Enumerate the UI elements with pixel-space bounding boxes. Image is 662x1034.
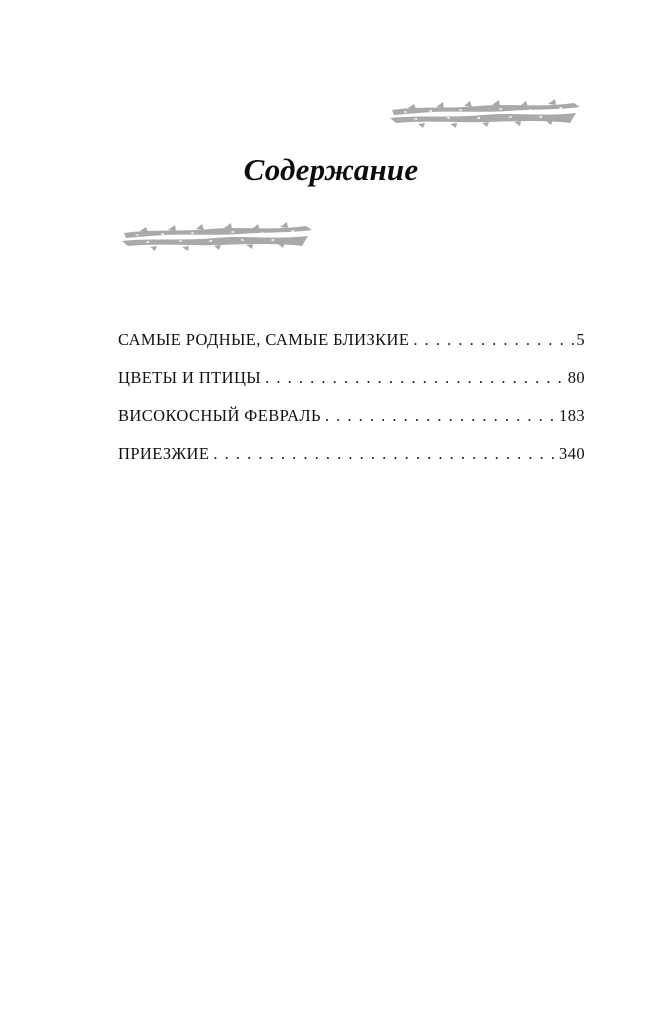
toc-entry-title: САМЫЕ РОДНЫЕ, САМЫЕ БЛИЗКИЕ	[118, 330, 410, 349]
brush-ornament-bottom	[120, 220, 316, 252]
toc-dot-leader	[409, 330, 576, 350]
toc-entry-page: 183	[559, 406, 585, 425]
toc-dot-leader	[261, 368, 568, 388]
table-of-contents	[118, 330, 585, 482]
brush-ornament-top	[388, 97, 584, 129]
toc-dot-leader	[321, 406, 559, 426]
page-title: Содержание	[243, 152, 419, 187]
toc-entry-page: 80	[567, 368, 585, 387]
toc-entry-title: ВИСОКОСНЫЙ ФЕВРАЛЬ	[118, 406, 321, 425]
toc-dot-leader	[209, 444, 559, 464]
toc-entry[interactable]	[118, 330, 585, 368]
toc-entry-title: ЦВЕТЫ И ПТИЦЫ	[118, 368, 262, 387]
toc-entry[interactable]	[118, 406, 585, 444]
toc-entry[interactable]	[118, 368, 585, 406]
toc-entry[interactable]	[118, 444, 585, 482]
toc-entry-page: 340	[559, 444, 585, 463]
toc-entry-title: ПРИЕЗЖИЕ	[118, 444, 210, 463]
toc-entry-page: 5	[576, 330, 585, 349]
